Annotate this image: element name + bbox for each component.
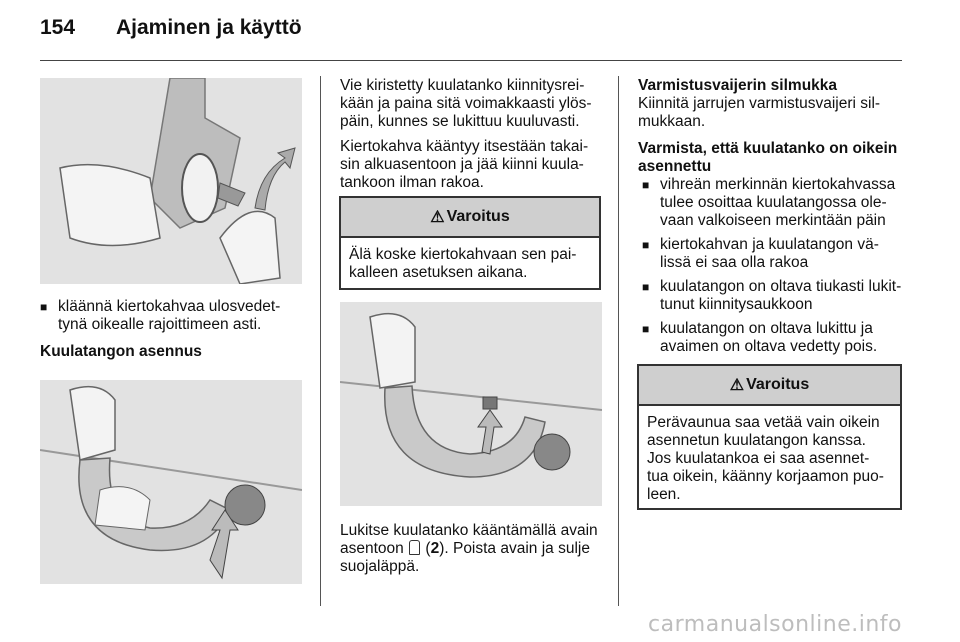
list-item: [642, 278, 904, 314]
column-1-text: [40, 298, 310, 361]
bullet-line: vaan valkoiseen merkintään päin: [660, 212, 886, 229]
text-fragment: ). Poista avain ja sulje: [439, 540, 590, 557]
text-line: Älä koske kiertokahvaan sen pai-: [349, 246, 577, 263]
text-line: leen.: [647, 486, 681, 503]
column-2-text: [340, 77, 612, 192]
text-line: Vie kiristetty kuulatanko kiinnitysrei-: [340, 77, 585, 94]
column-3-text: [638, 77, 904, 356]
list-item: [642, 236, 904, 272]
warning-body: [639, 406, 900, 512]
list-item: [642, 320, 904, 356]
page-number: 154: [40, 16, 76, 39]
section-heading: Kuulatangon asennus: [40, 343, 202, 360]
illustration-insert-ball-bar: [40, 380, 302, 584]
bullet-line: kuulatangon on oltava lukittu ja: [660, 320, 873, 337]
text-line: asentoon: [340, 540, 404, 557]
warning-header: [341, 198, 599, 238]
section-heading: [638, 140, 904, 176]
text-line: päin, kunnes se lukittuu kuuluvasti.: [340, 113, 580, 130]
bullet-line: kläännä kiertokahvaa ulosvedet-: [58, 298, 281, 315]
text-line: mukkaan.: [638, 113, 706, 130]
warning-triangle-icon: ⚠: [430, 209, 445, 226]
watermark: carmanualsonline.info: [648, 612, 902, 637]
bullet-line: tunut kiinnitysaukkoon: [660, 296, 813, 313]
text-line: asennettu: [638, 158, 712, 175]
paragraph: [340, 77, 612, 131]
text-line: kään ja paina sitä voimakkaasti ylös-: [340, 95, 592, 112]
lock-key-icon: [409, 540, 420, 555]
bullet-line: tynä oikealle rajoittimeen asti.: [58, 316, 262, 333]
warning-header: [639, 366, 900, 406]
warning-title: Varoitus: [446, 208, 510, 225]
warning-box: [637, 364, 902, 510]
warning-box: [339, 196, 601, 290]
text-line: kalleen asetuksen aikana.: [349, 264, 528, 281]
paragraph: [638, 95, 904, 131]
bullet-line: tulee osoittaa kuulatangossa ole-: [660, 194, 887, 211]
text-line: tua oikein, käänny korjaamon puo-: [647, 468, 884, 485]
warning-triangle-icon: ⚠: [729, 377, 745, 394]
paragraph: [340, 138, 612, 192]
text-line: Kiertokahva kääntyy itsestään takai-: [340, 138, 589, 155]
illustration-ball-bar-locked: [340, 302, 602, 506]
bullet-line: vihreän merkinnän kiertokahvassa: [660, 176, 896, 193]
position-number: 2: [430, 540, 440, 557]
text-line: Jos kuulatankoa ei saa asennet-: [647, 450, 870, 467]
text-line: Lukitse kuulatanko kääntämällä avain: [340, 522, 598, 539]
bullet-line: lissä ei saa olla rakoa: [660, 254, 809, 271]
header-rule: [40, 60, 902, 61]
text-line: Varmista, että kuulatanko on oikein: [638, 140, 898, 157]
text-line: asennetun kuulatangon kanssa.: [647, 432, 866, 449]
section-heading: Varmistusvaijerin silmukka: [638, 77, 838, 94]
column-2-bottom-text: [340, 522, 612, 576]
text-line: Perävaunua saa vetää vain oikein: [647, 414, 880, 431]
page-title: Ajaminen ja käyttö: [116, 16, 302, 39]
text-line: suojaläppä.: [340, 558, 420, 575]
warning-body: [341, 238, 599, 290]
warning-title: Varoitus: [746, 376, 810, 393]
column-divider-1: [320, 76, 321, 606]
text-fragment: (: [425, 540, 431, 557]
bullet-line: avaimen on oltava vedetty pois.: [660, 338, 878, 355]
text-line: sin alkuasentoon ja jää kiinni kuula-: [340, 156, 584, 173]
column-divider-2: [618, 76, 619, 606]
list-item: [40, 298, 310, 334]
paragraph: [340, 522, 612, 576]
text-line: Kiinnitä jarrujen varmistusvaijeri sil-: [638, 95, 881, 112]
text-line: tankoon ilman rakoa.: [340, 174, 484, 191]
bullet-line: kuulatangon on oltava tiukasti lukit-: [660, 278, 902, 295]
list-item: [642, 176, 904, 230]
illustration-turn-handle: [40, 78, 302, 284]
bullet-line: kiertokahvan ja kuulatangon vä-: [660, 236, 879, 253]
